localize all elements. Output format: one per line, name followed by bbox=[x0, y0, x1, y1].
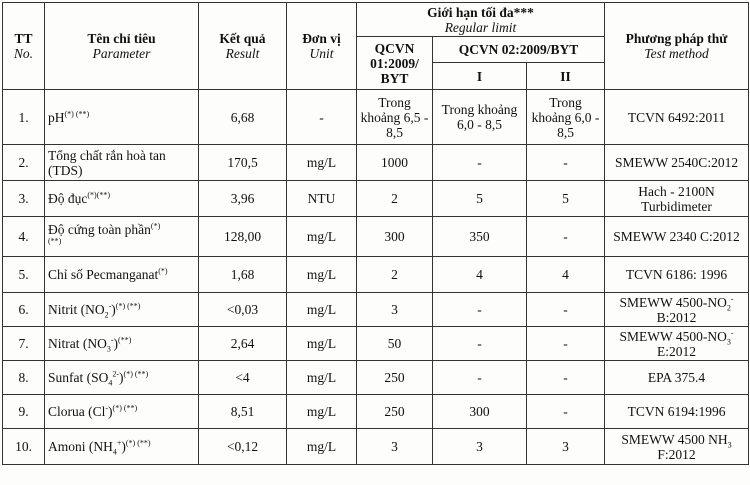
limit-qcvn01: 50 bbox=[357, 327, 433, 361]
unit-value: mg/L bbox=[287, 327, 357, 361]
parameter-name bbox=[45, 361, 199, 395]
row-number: 1. bbox=[3, 90, 45, 145]
table-row bbox=[3, 145, 749, 181]
table-row bbox=[3, 293, 749, 327]
test-method bbox=[605, 361, 749, 395]
header-limit-vi: Giới hạn tối đa*** bbox=[427, 4, 534, 20]
parameter-name bbox=[45, 145, 199, 181]
parameter-subscript: 4 bbox=[112, 447, 117, 457]
row-number: 9. bbox=[3, 395, 45, 429]
results-body bbox=[3, 90, 749, 465]
parameter-subscript: 2 bbox=[104, 310, 109, 320]
table-row bbox=[3, 327, 749, 361]
unit-value: mg/L bbox=[287, 395, 357, 429]
limit-qcvn02-i: 300 bbox=[433, 395, 527, 429]
result-value: 2,64 bbox=[199, 327, 287, 361]
limit-qcvn02-ii: 4 bbox=[527, 257, 605, 293]
header-result-vi: Kết quả bbox=[219, 31, 266, 46]
parameter-close: ) bbox=[113, 336, 119, 351]
limit-qcvn02-i: Trong khoảng 6,0 - 8,5 bbox=[433, 90, 527, 145]
method-text: SMEWW 4500 NH bbox=[621, 431, 728, 447]
header-unit bbox=[287, 3, 357, 90]
result-value: 1,68 bbox=[199, 257, 287, 293]
test-method bbox=[605, 181, 749, 217]
limit-qcvn02-ii: 5 bbox=[527, 181, 605, 217]
unit-value: mg/L bbox=[287, 361, 357, 395]
parameter-name bbox=[45, 395, 199, 429]
unit-value: NTU bbox=[287, 181, 357, 217]
limit-qcvn02-i: 5 bbox=[433, 181, 527, 217]
header-limit-en: Regular limit bbox=[444, 19, 517, 35]
method-subscript: 3 bbox=[727, 440, 732, 450]
parameter-note: (*) (**) bbox=[123, 369, 149, 379]
method-text: Hach - 2100N Turbidimeter bbox=[638, 183, 715, 214]
limit-qcvn01: 2 bbox=[357, 181, 433, 217]
method-text-2: E:2012 bbox=[657, 343, 697, 359]
limit-qcvn02-i: - bbox=[433, 327, 527, 361]
result-value: <0,03 bbox=[199, 293, 287, 327]
parameter-text: Sunfat (SO bbox=[48, 370, 109, 385]
header-result-en: Result bbox=[225, 46, 260, 61]
limit-qcvn01: 3 bbox=[357, 293, 433, 327]
limit-qcvn02-i: 4 bbox=[433, 257, 527, 293]
limit-qcvn02-ii: Trong khoảng 6,0 - 8,5 bbox=[527, 90, 605, 145]
header-tt-en: No. bbox=[13, 46, 34, 61]
parameter-text: Amoni (NH bbox=[48, 439, 113, 454]
table-row bbox=[3, 361, 749, 395]
limit-qcvn01: 2 bbox=[357, 257, 433, 293]
parameter-text: Nitrat (NO bbox=[48, 336, 107, 351]
method-text-2: B:2012 bbox=[656, 309, 697, 325]
parameter-name bbox=[45, 257, 199, 293]
parameter-note: (*) (**) bbox=[112, 403, 138, 413]
parameter-subscript: 3 bbox=[106, 344, 111, 354]
limit-qcvn02-i: 3 bbox=[433, 429, 527, 465]
result-value: 6,68 bbox=[199, 90, 287, 145]
limit-qcvn02-ii: 3 bbox=[527, 429, 605, 465]
parameter-name bbox=[45, 90, 199, 145]
limit-qcvn01: 250 bbox=[357, 361, 433, 395]
parameter-note: (*) bbox=[158, 266, 168, 276]
test-method bbox=[605, 395, 749, 429]
table-row bbox=[3, 181, 749, 217]
parameter-ion: + bbox=[116, 438, 122, 448]
limit-qcvn01: 300 bbox=[357, 217, 433, 257]
parameter-name bbox=[45, 327, 199, 361]
table-row bbox=[3, 395, 749, 429]
method-subscript: 3 bbox=[726, 337, 731, 347]
parameter-note: (*) bbox=[150, 221, 161, 230]
limit-qcvn02-i: - bbox=[433, 145, 527, 181]
result-value: <0,12 bbox=[199, 429, 287, 465]
parameter-note: (**) bbox=[118, 335, 132, 345]
parameter-close: ) bbox=[108, 404, 113, 419]
parameter-note: (*) (**) bbox=[64, 109, 90, 118]
table-row bbox=[3, 217, 749, 257]
header-limit bbox=[357, 3, 605, 37]
method-text: SMEWW 2340 C:2012 bbox=[613, 229, 740, 244]
parameter-name bbox=[45, 293, 199, 327]
row-number: 6. bbox=[3, 293, 45, 327]
header-tt-vi: TT bbox=[14, 31, 33, 46]
parameter-text: Chỉ số Pecmanganat bbox=[48, 267, 159, 282]
parameter-note-2: (**) bbox=[48, 236, 62, 245]
limit-qcvn02-ii: - bbox=[527, 145, 605, 181]
parameter-note: (*)(**) bbox=[87, 190, 111, 200]
unit-value: mg/L bbox=[287, 145, 357, 181]
parameter-note: (*) (**) bbox=[125, 438, 151, 448]
method-ion: - bbox=[730, 294, 734, 303]
result-value: 170,5 bbox=[199, 145, 287, 181]
test-method bbox=[605, 217, 749, 257]
row-number: 8. bbox=[3, 361, 45, 395]
test-method bbox=[605, 327, 749, 361]
result-value: 8,51 bbox=[199, 395, 287, 429]
parameter-name bbox=[45, 429, 199, 465]
table-row bbox=[3, 429, 749, 465]
parameter-close: ) bbox=[111, 302, 116, 317]
limit-qcvn02-i: - bbox=[433, 361, 527, 395]
parameter-text: Clorua (Cl bbox=[48, 404, 106, 419]
header-result bbox=[199, 3, 287, 90]
method-text: TCVN 6186: 1996 bbox=[625, 267, 728, 282]
parameter-close: ) bbox=[121, 439, 126, 454]
table-row bbox=[3, 257, 749, 293]
results-table bbox=[2, 2, 749, 465]
row-number: 7. bbox=[3, 327, 45, 361]
header-tt bbox=[3, 3, 45, 90]
test-method bbox=[605, 90, 749, 145]
method-text: SMEWW 4500-NO bbox=[619, 328, 727, 344]
table-row bbox=[3, 90, 749, 145]
header-param-vi: Tên chỉ tiêu bbox=[87, 31, 156, 46]
test-method bbox=[605, 145, 749, 181]
header-col-i: I bbox=[433, 63, 527, 90]
limit-qcvn02-i: - bbox=[433, 293, 527, 327]
result-value: 128,00 bbox=[199, 217, 287, 257]
parameter-ion: - bbox=[108, 301, 112, 311]
test-method bbox=[605, 429, 749, 465]
limit-qcvn02-ii: - bbox=[527, 395, 605, 429]
limit-qcvn02-ii: - bbox=[527, 293, 605, 327]
parameter-ion: - bbox=[105, 403, 109, 413]
row-number: 2. bbox=[3, 145, 45, 181]
result-value: 3,96 bbox=[199, 181, 287, 217]
row-number: 4. bbox=[3, 217, 45, 257]
header-method-en: Test method bbox=[644, 46, 709, 61]
header-param-en: Parameter bbox=[92, 46, 151, 61]
parameter-note: (*) (**) bbox=[115, 301, 141, 311]
limit-qcvn01: 250 bbox=[357, 395, 433, 429]
unit-value: mg/L bbox=[287, 293, 357, 327]
parameter-subscript: 4 bbox=[108, 378, 113, 388]
result-value: <4 bbox=[199, 361, 287, 395]
header-unit-vi: Đơn vị bbox=[302, 31, 341, 46]
method-text: SMEWW 2540C:2012 bbox=[614, 155, 739, 170]
limit-qcvn02-i: 350 bbox=[433, 217, 527, 257]
limit-qcvn02-ii: - bbox=[527, 361, 605, 395]
limit-qcvn02-ii: - bbox=[527, 327, 605, 361]
test-method bbox=[605, 293, 749, 327]
parameter-text: Độ đục bbox=[48, 191, 88, 206]
unit-value: mg/L bbox=[287, 257, 357, 293]
parameter-ion: 2- bbox=[112, 369, 120, 379]
parameter-name bbox=[45, 217, 199, 257]
parameter-text: Nitrit (NO bbox=[48, 302, 105, 317]
unit-value: - bbox=[287, 90, 357, 145]
header-qcvn02: QCVN 02:2009/BYT bbox=[433, 37, 605, 63]
method-text: TCVN 6194:1996 bbox=[627, 404, 726, 419]
row-number: 5. bbox=[3, 257, 45, 293]
header-parameter bbox=[45, 3, 199, 90]
method-text: EPA 375.4 bbox=[647, 370, 706, 385]
header-qcvn01: QCVN 01:2009/ BYT bbox=[357, 37, 433, 90]
test-method bbox=[605, 257, 749, 293]
header-method-vi: Phương pháp thử bbox=[625, 31, 728, 46]
parameter-close: ) bbox=[119, 370, 124, 385]
parameter-text: Tổng chất rắn hoà tan (TDS) bbox=[48, 147, 166, 178]
method-text-2: F:2012 bbox=[657, 446, 696, 462]
header-col-ii: II bbox=[527, 63, 605, 90]
parameter-text: pH bbox=[48, 109, 65, 125]
limit-qcvn02-ii: - bbox=[527, 217, 605, 257]
header-unit-en: Unit bbox=[309, 46, 334, 61]
row-number: 10. bbox=[3, 429, 45, 465]
method-text: SMEWW 4500-NO bbox=[619, 294, 727, 310]
parameter-name bbox=[45, 181, 199, 217]
unit-value: mg/L bbox=[287, 429, 357, 465]
unit-value: mg/L bbox=[287, 217, 357, 257]
parameter-ion: - bbox=[110, 335, 114, 345]
limit-qcvn01: 3 bbox=[357, 429, 433, 465]
row-number: 3. bbox=[3, 181, 45, 217]
parameter-text: Độ cứng toàn phần bbox=[48, 221, 151, 237]
limit-qcvn01: Trong khoảng 6,5 - 8,5 bbox=[357, 90, 433, 145]
method-ion: - bbox=[730, 328, 734, 337]
method-subscript: 2 bbox=[726, 303, 731, 313]
limit-qcvn01: 1000 bbox=[357, 145, 433, 181]
method-text: TCVN 6492:2011 bbox=[627, 109, 726, 125]
header-method bbox=[605, 3, 749, 90]
